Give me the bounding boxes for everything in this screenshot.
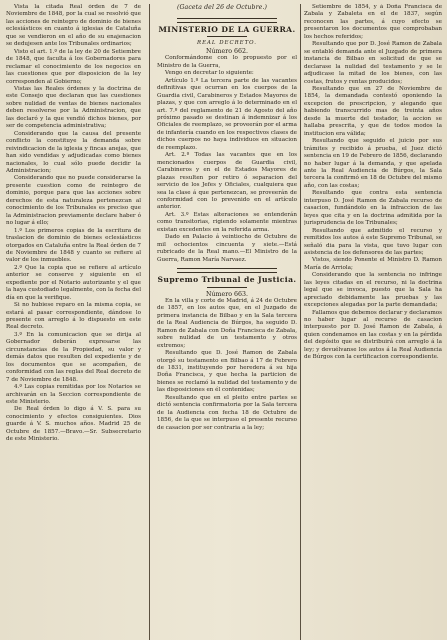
gazette-dateline: (Gaceta del 26 de Octubre.) [177, 4, 267, 11]
paragraph: Resultando que D. José Ramon de Zabala otorgó su testamento en Bilbao á 17 de Febrero de 1831, instituyendo por heredera á su hija Doña Francisca, y que hecha la particion de bienes se reclamó la nulidad del testamento y de las disposiciones en él contenidas; [157, 350, 297, 394]
column-divider-right [300, 4, 301, 640]
paragraph: Considerando que no puede considerarse la presente cuestion como de reintegro de dominio, porque para que las acciones sobre derechos de esta naturaleza pertenezcan al conocimiento de los Tribunales es preciso que la Administracion previamente declare haber ó no lugar á ello; [6, 175, 141, 227]
paragraph: Vistos, siendo Ponente el Ministro D. Ramon María de Arriola; [304, 257, 442, 271]
paragraph: Vistas las Reales órdenes y la doctrina de este Consejo que declaran que las cuestiones sobre nulidad de ventas de bienes nacionales deben resolverse por la Administracion, que las declaró y la que vendió dichos bienes, por ser de competencia administrativa; [6, 85, 141, 130]
section-rule [177, 268, 277, 273]
paragraph: Conformándome con lo propuesto por el Ministro de la Guerra, [157, 55, 297, 69]
paragraph: 3.º En la comunicacion que se dirija al Gobernador deberán expresarse las circunstancias de la Propiedad, su valor y demás datos que resulten del expediente y de los documentos que se acompañen, de conformidad con las reglas del Real decreto de 7 de Noviembre de 1848. [6, 331, 141, 383]
decree-label: REAL DECRETO. [197, 40, 257, 47]
paragraph: Considerando que la sentencia no infringe las leyes citadas en el recurso, ni la doctrina legal que se invoca, puesto que la Sala ha apreciado debidamente las pruebas y las excepciones alegadas por la parte demandada; [304, 272, 442, 309]
section-rule [177, 18, 277, 23]
paragraph: De Real órden lo digo á V. S. para su conocimiento y efectos consiguientes. Dios guarde á V. S. muchos años. Madrid 25 de Octubre de 1857.—Bravo.—Sr. Subsecretario de este Ministerio. [6, 406, 141, 443]
paragraph: 4.º Las copias remitidas por los Notarios se archivarán en la Seccion correspondiente de este Ministerio. [6, 384, 141, 406]
ministry-title: MINISTERIO DE LA GUERRA. [158, 25, 296, 34]
title-rule [207, 36, 247, 37]
ruling-number: Número 663. [205, 290, 249, 298]
paragraph: En la villa y corte de Madrid, á 24 de Octubre de 1857, en los autos que, en el Juzgado de primera instancia de Bilbao y en la Sala tercera de la Real Audiencia de Búrgos, ha seguido D. Ramon de Zabala con Doña Francisca de Zabala, sobre nulidad de un testamento y otros extremos; [157, 297, 297, 349]
paragraph: Art. 3.º Estas alteraciones se entenderán como transitorias, rigiendo solamente mientras existan excedentes en la referida arma. [157, 211, 297, 233]
column-center [157, 14, 297, 640]
paragraph: Si no hubiese reparo en la misma copia, se estará al pasar correspondiente, dándose lo presente con arreglo á lo dispuesto en este Real decreto. [6, 302, 141, 331]
paragraph: Resultando que admitido el recurso y remitidos los autos á este Supremo Tribunal, se señaló dia para la vista, que tuvo lugar con asistencia de los defensores de las partes; [304, 227, 442, 256]
column-right [304, 4, 442, 640]
paragraph: Artículo 1.º La tercera parte de las vacantes definitivas que ocurran en los cuerpos de la Guardia civil, Carabineros y Estados Mayores de plazas, y que con arreglo á lo determinado en el art. 7.º del reglamento de 21 de Agosto del año próximo pasado se destinan á indemnizar á los Oficiales de reemplazo, se proveerán por el arma de infantería cuando en los respectivos clases de dichos cuerpos no haya individuos en situacion de reemplazo. [157, 77, 297, 151]
paragraph: Dado en Palacio á veintiocho de Octubre de mil ochocientos cincuenta y siete.—Está rubricado de la Real mano.—El Ministro de la Guerra, Ramon María Narvaez. [157, 234, 297, 263]
paragraph: Fallamos que debemos declarar y declaramos no haber lugar al recurso de casacion interpuesto por D. José Ramon de Zabala, á quien condenamos en las costas y en la pérdida del depósito que se distribuirá con arreglo á la ley; y devuélvanse los autos á la Real Audiencia de Búrgos con la certificacion correspondiente. [304, 309, 442, 361]
paragraph: Vengo en decretar lo siguiente: [165, 70, 254, 77]
title-rule [207, 287, 247, 288]
paragraph: Vista la citada Real órden de 7 de Noviembre de 1848, por la cual se resolvió que las acciones de reintegro de dominio de bienes eclesiásticos en cuanto á iglesias de Cataluña que se vendieron en el año de su enajenacion se dedujesen ante los Tribunales ordinarios; [6, 4, 141, 48]
paragraph: Considerando que la causa del presente conflicto la constituye la demanda sobre reivindicacion de la iglesia y fincas anejas, que han sido vendidas y adjudicadas como bienes nacionales, lo cual sólo puede decidir la Administracion; [6, 130, 141, 174]
column-divider-left [149, 4, 150, 640]
paragraph: Visto el art. 1.º de la ley de 20 de Setiembre de 1848, que faculta á los Gobernadores para reclamar el conocimiento de los negocios en las cuestiones que por disposicion de la ley corresponden al Gobierno; [6, 48, 141, 85]
paragraph: Resultando que contra esta sentencia interpuso D. José Ramon de Zabala recurso de casacion, fundándolo en la infraccion de las leyes que cita y en la doctrina admitida por la jurisprudencia de los Tribunales; [304, 190, 442, 227]
paragraph: 1.º Los primeros copias de la escritura de traslacion de dominio de bienes eclesiásticos otorgados en Cataluña entre la Real órden de 7 de Noviembre de 1848 y cuanto se refiere al valor de los inmuebles. [6, 227, 141, 264]
decree-number: Número 662. [205, 47, 249, 55]
paragraph: Art. 2.º Todas las vacantes que en los mencionados cuerpos de Guardia civil, Carabineros y en el de Estados Mayores de plazas resulten por retiro ó separacion del servicio de los Jefes y Oficiales, cualquiera que sea la clase á que pertenezcan, se proveerán de conformidad con lo prevenido en el artículo anterior. [157, 152, 297, 211]
paragraph: Resultando que por D. José Ramon de Zabala se entabló demanda ante el Juzgado de primera instancia de Bilbao en solicitud de que se declarase la nulidad del testamento y se le adjudicase la mitad de los bienes, con las costas, frutos y rentas producidos; [304, 41, 442, 85]
paragraph: Resultando que en 27 de Noviembre de 1854, la demandada contestó oponiendo la excepcion de prescripcion, y alegando que habiendo transcurrido mas de treinta años desde la muerte del testador, la accion se hallaba prescrita, y que de todos modos la institucion era válida; [304, 85, 442, 137]
tribunal-title: Supremo Tribunal de Justicia. [157, 275, 297, 285]
paragraph: Resultando que seguido el juicio por sus trámites y recibido á prueba, el Juez dictó sentencia en 19 de Febrero de 1856, declarando no haber lugar á la demanda, y que apelada ante la Real Audiencia de Búrgos, la Sala tercera la confirmó en 18 de Octubre del mismo año, con las costas; [304, 138, 442, 189]
paragraph: Setiembre de 1854, y á Doña Francisca de Zabala y Zabaleta en el de 1837, según reconocen las partes, á cuyo efecto se presentaron los documentos que comprobaban los hechos referidos; [304, 4, 442, 40]
paragraph: 2.º Que la copia que se refiere al artículo anterior se conserve y siguiente en el expediente por el Notario autorizante y el que la haya custodiado legalmente, con la fecha del día en que la verifique. [6, 264, 141, 301]
column-left [6, 4, 141, 640]
paragraph: Resultando que en el pleito entre partes se dictó sentencia confirmatoria por la Sala tercera de la Audiencia con fecha 18 de Octubre de 1856, de la que se interpuso el presente recurso de casacion por ser contraria a la ley; [157, 394, 297, 431]
